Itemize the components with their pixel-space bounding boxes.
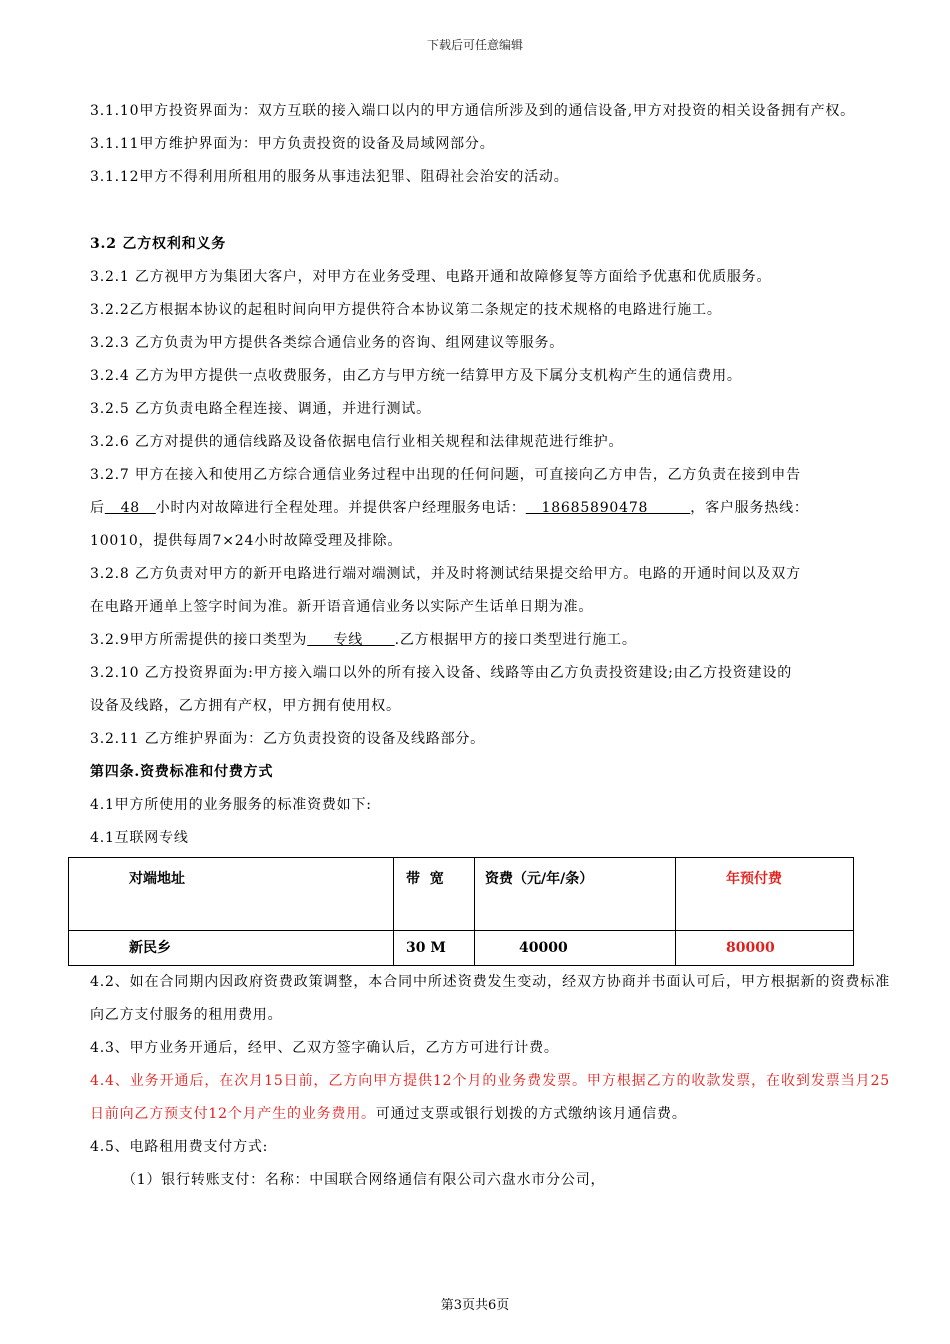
paragraph-3-2-4: 3.2.4 乙方为甲方提供一点收费服务，由乙方与甲方统一结算甲方及下属分支机构产生的通信费用。 (90, 368, 742, 384)
paragraph-3-2-10-line1: 3.2.10 乙方投资界面为:甲方接入端口以外的所有接入设备、线路等由乙方负责投资建设;由乙方投资建设的 (90, 665, 793, 681)
page-footer: 第3页共6页 (440, 1298, 510, 1313)
paragraph-4-1: 4.1甲方所使用的业务服务的标准资费如下: (90, 797, 372, 813)
paragraph-3-2-6: 3.2.6 乙方对提供的通信线路及设备依据电信行业相关规程和法律规范进行维护。 (90, 434, 624, 450)
prepay-terms-text: 4.4、业务开通后，在次月15日前，乙方向甲方提供12个月的业务费发票。甲方根据乙方的收款发票，在收到发票当月25日前向乙方预支付12个月产生的业务费用。 (90, 1073, 890, 1122)
paragraph-4-3: 4.3、甲方业务开通后，经甲、乙双方签字确认后，乙方方可进行计费。 (90, 1040, 559, 1056)
paragraph-3-1-11: 3.1.11甲方维护界面为：甲方负责投资的设备及局域网部分。 (90, 136, 495, 152)
phone-blank: 18685890478 (525, 500, 691, 516)
table-header-row (69, 858, 854, 931)
paragraph-3-2-8-line2: 在电路开通单上签字时间为准。新开语音通信业务以实际产生话单日期为准。 (90, 599, 594, 615)
paragraph-4-5-1: （1）银行转账支付：名称：中国联合网络通信有限公司六盘水市分公司， (122, 1172, 606, 1188)
document-body (90, 95, 890, 1197)
paragraph-4-4 (90, 1065, 890, 1131)
cell-prepay: 80000 (676, 931, 854, 966)
interface-type-blank: 专线 (307, 632, 395, 648)
paragraph-3-2-7-line2 (90, 492, 890, 525)
page-header: 下载后可任意编辑 (426, 38, 523, 52)
text-middle: 小时内对故障进行全程处理。并提供客户经理服务电话： (155, 500, 526, 516)
cell-fee: 40000 (475, 931, 676, 966)
paragraph-3-2-5: 3.2.5 乙方负责电路全程连接、调通，并进行测试。 (90, 401, 431, 417)
paragraph-3-2-11: 3.2.11 乙方维护界面为：乙方负责投资的设备及线路部分。 (90, 731, 485, 747)
paragraph-3-2-7-line1: 3.2.7 甲方在接入和使用乙方综合通信业务过程中出现的任何问题，可直接向乙方申告，乙方负责在接到申告 (90, 467, 801, 483)
paragraph-3-1-12: 3.1.12甲方不得利用所租用的服务从事违法犯罪、阻碍社会治安的活动。 (90, 169, 569, 185)
text-prefix: 3.2.9甲方所需提供的接口类型为 (90, 632, 308, 648)
paragraph-3-2-2: 3.2.2乙方根据本协议的起租时间向甲方提供符合本协议第二条规定的技术规格的电路进行施工。 (90, 302, 722, 318)
cell-address: 新民乡 (69, 931, 394, 966)
section-title-3-2: 3.2 乙方权利和义务 (90, 236, 227, 252)
header-address: 对端地址 (69, 858, 394, 931)
paragraph-3-2-3: 3.2.3 乙方负责为甲方提供各类综合通信业务的咨询、组网建议等服务。 (90, 335, 565, 351)
fee-table (68, 857, 854, 966)
paragraph-3-2-9 (90, 624, 890, 657)
paragraph-3-2-10-line2: 设备及线路，乙方拥有产权，甲方拥有使用权。 (90, 698, 401, 714)
cell-bandwidth: 30 M (394, 931, 475, 966)
header-fee: 资费（元/年/条） (475, 858, 676, 931)
paragraph-3-1-10: 3.1.10甲方投资界面为：双方互联的接入端口以内的甲方通信所涉及到的通信设备,甲方对投资的相关设备拥有产权。 (90, 103, 855, 119)
paragraph-3-2-1: 3.2.1 乙方视甲方为集团大客户，对甲方在业务受理、电路开通和故障修复等方面给予优惠和优质服务。 (90, 269, 772, 285)
paragraph-4-5: 4.5、电路租用费支付方式: (90, 1139, 269, 1155)
payment-method-text: 可通过支票或银行划拨的方式缴纳该月通信费。 (375, 1106, 687, 1122)
paragraph-4-2: 4.2、如在合同期内因政府资费政策调整，本合同中所述资费发生变动，经双方协商并书面认可后，甲方根据新的资费标准向乙方支付服务的租用费用。 (90, 974, 890, 1023)
header-prepay: 年预付费 (676, 858, 854, 931)
spacer (90, 194, 890, 228)
text-suffix: ，客户服务热线： (690, 500, 809, 516)
hours-blank: 48 (104, 500, 156, 516)
article-4-title: 第四条.资费标准和付费方式 (90, 764, 274, 780)
paragraph-4-1-internet: 4.1互联网专线 (90, 830, 189, 846)
paragraph-3-2-8-line1: 3.2.8 乙方负责对甲方的新开电路进行端对端测试，并及时将测试结果提交给甲方。电路的开通时间以及双方 (90, 566, 801, 582)
text-suffix: .乙方根据甲方的接口类型进行施工。 (394, 632, 637, 648)
table-row (69, 931, 854, 966)
header-bandwidth: 带 宽 (394, 858, 475, 931)
paragraph-3-2-7-line3: 10010，提供每周7×24小时故障受理及排除。 (90, 533, 403, 549)
text-prefix: 后 (90, 500, 105, 516)
